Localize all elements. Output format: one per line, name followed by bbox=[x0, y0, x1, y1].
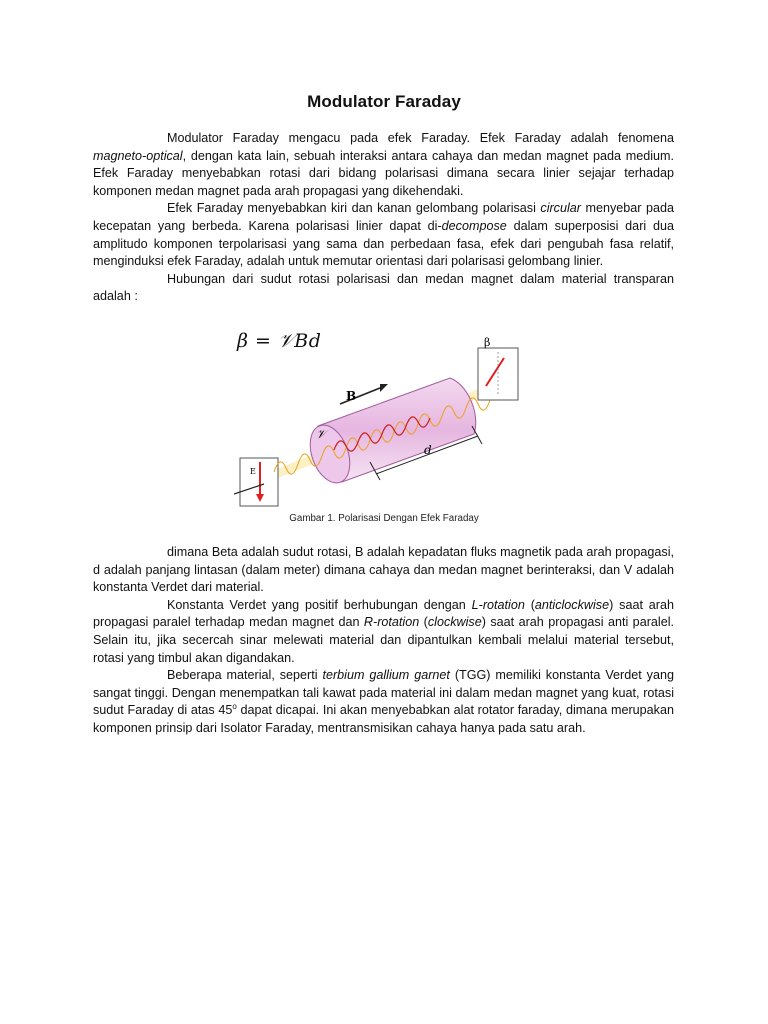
text-run: dalam superposisi dari dua amplitudo komponen terpolarisasi yang sama dan perbedaan fasa, efek dari pengubah fasa relatif, menginduksi efek Faraday, adalah untuk memutar orientasi dari polarisasi gelombang linier. bbox=[93, 218, 674, 269]
text-run: Beberapa material, seperti bbox=[167, 668, 323, 683]
italic-term: L-rotation bbox=[471, 597, 525, 612]
paragraph-relation bbox=[93, 271, 674, 306]
italic-term: decompose bbox=[441, 218, 507, 233]
verdet-label: 𝒱 bbox=[316, 427, 326, 441]
b-field-label: B bbox=[346, 389, 357, 403]
text-run: ( bbox=[524, 597, 535, 612]
paragraph-definitions bbox=[93, 544, 674, 597]
degree-superscript: o bbox=[232, 702, 237, 712]
paragraph-circular bbox=[93, 200, 674, 270]
paragraph-intro bbox=[93, 130, 674, 200]
text-run: (TGG) memiliki konstanta Verdet yang sangat tinggi. Dengan menempatkan tali kawat pada material ini dalam medan magnet yang kuat, rotasi sudut Faraday di atas 45 bbox=[93, 668, 674, 718]
text-run: , dengan kata lain, sebuah interaksi antara cahaya dan medan magnet pada medium. Efek Faraday menyebabkan rotasi dari bidang polarisasi dimana secara linier sejajar terhadap komponen medan magnet pada arah propagasi yang dikehendaki. bbox=[93, 148, 674, 198]
text-run: Efek Faraday menyebabkan kiri dan kanan gelombang polarisasi bbox=[167, 201, 541, 216]
text-run: dimana Beta adalah sudut rotasi, B adalah kepadatan fluks magnetik pada arah propagasi, d adalah panjang lintasan (dalam meter) dimana cahaya dan medan magnet berinteraksi, dan V adalah konstanta Verdet dari material. bbox=[93, 545, 674, 595]
faraday-figure bbox=[234, 334, 524, 510]
figure-caption: Gambar 1. Polarisasi Dengan Efek Faraday bbox=[289, 513, 479, 524]
italic-term: clockwise bbox=[427, 615, 482, 630]
faraday-formula: β = 𝒱Bd bbox=[237, 330, 322, 352]
distance-label: d bbox=[424, 443, 432, 457]
italic-term: terbium gallium garnet bbox=[322, 668, 450, 683]
paragraph-tgg bbox=[93, 667, 674, 737]
italic-term: circular bbox=[540, 201, 581, 216]
beta-label: β bbox=[484, 336, 491, 349]
distance-tick-right bbox=[472, 426, 482, 444]
paragraph-verdet bbox=[93, 597, 674, 667]
text-run: dapat dicapai. Ini akan menyebabkan alat rotator faraday, dimana merupakan komponen prinsip dari Isolator Faraday, mentransmisikan cahaya hanya pada satu arah. bbox=[93, 703, 674, 735]
italic-term: anticlockwise bbox=[534, 597, 610, 612]
body-text-top bbox=[93, 130, 674, 306]
page-title: Modulator Faraday bbox=[307, 92, 461, 111]
text-run: ) saat arah propagasi paralel terhadap medan magnet dan bbox=[93, 597, 674, 630]
text-run: ( bbox=[419, 615, 428, 630]
text-run: Hubungan dari sudut rotasi polarisasi dan medan magnet dalam material transparan adalah : bbox=[93, 271, 674, 304]
body-text-bottom bbox=[93, 544, 674, 738]
text-run: menyebar pada kecepatan yang berbeda. Karena polarisasi linier dapat di- bbox=[93, 201, 674, 233]
faraday-diagram bbox=[234, 334, 524, 510]
b-field-arrowhead bbox=[380, 384, 388, 392]
e-field-label: E bbox=[250, 467, 256, 476]
italic-term: magneto-optical bbox=[93, 148, 183, 163]
text-run: Konstanta Verdet yang positif berhubungan dengan bbox=[167, 597, 472, 612]
text-run: ) saat arah propagasi anti paralel. Selain itu, jika secercah sinar melewati material dan dipantulkan kembali melalui material tersebut, rotasi yang timbul akan digandakan. bbox=[93, 615, 674, 665]
text-run: Modulator Faraday mengacu pada efek Faraday. Efek Faraday adalah fenomena bbox=[167, 131, 674, 145]
italic-term: R-rotation bbox=[363, 615, 420, 630]
